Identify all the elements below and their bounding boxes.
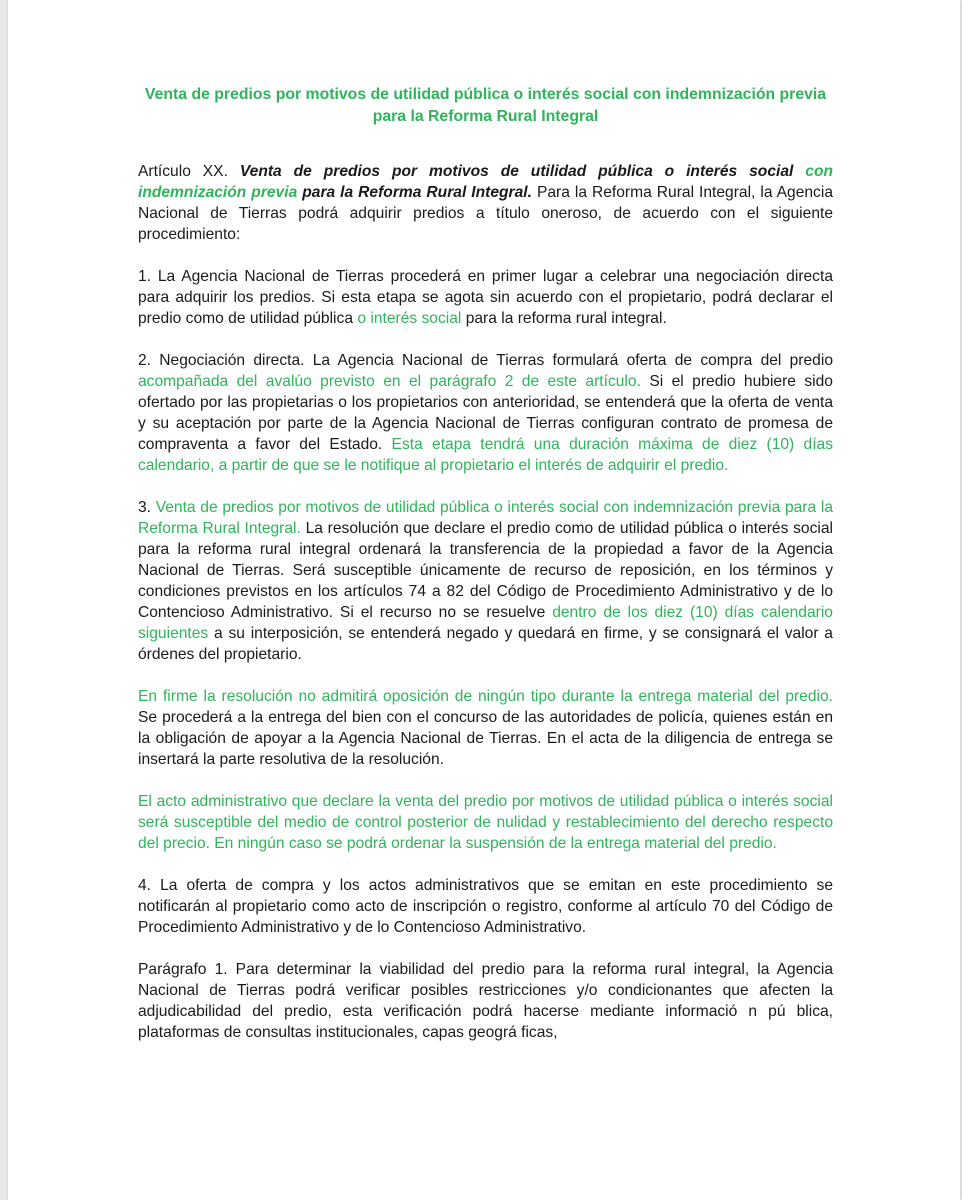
paragraph-3 bbox=[138, 497, 833, 665]
paragraph-1 bbox=[138, 266, 833, 329]
article-label: Artículo XX. bbox=[138, 163, 228, 180]
document-page bbox=[8, 0, 960, 1200]
paragraph-3-green-2: dentro de los diez (10) días calendario siguientes bbox=[138, 604, 833, 642]
document-title: Venta de predios por motivos de utilidad pública o interés social con indemnización previa para la Reforma Rural Integral bbox=[144, 86, 827, 125]
paragraph-6: 4. La oferta de compra y los actos administrativos que se emitan en este procedimiento se notificarán al propietario como acto de inscripción o registro, conforme al artículo 70 del Código de Procedimiento Administrativo y de lo Contencioso Administrativo. bbox=[138, 877, 833, 936]
paragraph-3-text: La resolución que declare el predio como de utilidad pública o interés social para la reforma rural integral ordenará la transferencia de la propiedad a favor de la Agencia Nacional de Tierras. Será susceptible únicamente de recurso de reposición, en los términos y condiciones previstos en los artículos 74 a 82 del Código de Procedimiento Administrativo y de lo Contencioso Administrativo. Si el recurso no se resuelve bbox=[138, 520, 833, 621]
paragraph-1-text: 1. La Agencia Nacional de Tierras procederá en primer lugar a celebrar una negociación directa para adquirir los predios. Si esta etapa se agota sin acuerdo con el propietario, podrá declarar el predio como de utilidad pública bbox=[138, 268, 833, 327]
paragraph-5-green: El acto administrativo que declare la venta del predio por motivos de utilidad pública o interés social será susceptible del medio de control posterior de nulidad y restablecimiento del derecho respecto del precio. En ningún caso se podrá ordenar la suspensión de la entrega material del predio. bbox=[138, 793, 833, 852]
article-intro-paragraph bbox=[138, 161, 833, 245]
paragraph-2 bbox=[138, 350, 833, 476]
paragraph-1-text-end: para la reforma rural integral. bbox=[465, 310, 667, 327]
paragraph-2-text-mid: Si el predio hubiere sido ofertado por las propietarias o los propietarios con anterioridad, se entenderá que la oferta de venta y su aceptación por parte de la Agencia Nacional de Tierras configuran contrato de promesa de compraventa a favor del Estado. bbox=[138, 373, 833, 453]
paragraph-1-green: o interés social bbox=[357, 310, 462, 327]
paragraph-4 bbox=[138, 686, 833, 770]
paragraph-3-green-1: Venta de predios por motivos de utilidad pública o interés social con indemnización previa para la Reforma Rural Integral. bbox=[138, 499, 833, 537]
paragraph-5 bbox=[138, 791, 833, 854]
paragraph-2-green-2: Esta etapa tendrá una duración máxima de diez (10) días calendario, a partir de que se le notifique al propietario el interés de adquirir el predio. bbox=[138, 436, 833, 474]
paragraph-3-number: 3. bbox=[138, 499, 152, 516]
document-body bbox=[138, 84, 833, 1064]
paragraph-4-text: Se procederá a la entrega del bien con el concurso de las autoridades de policía, quienes están en la obligación de apoyar a la Agencia Nacional de Tierras. En el acta de la diligencia de entrega se insertará la parte resolutiva de la resolución. bbox=[138, 709, 833, 768]
paragraph-2-text: 2. Negociación directa. La Agencia Nacional de Tierras formulará oferta de compra del predio bbox=[138, 352, 833, 369]
paragraph-2-green-1: acompañada del avalúo previsto en el parágrafo 2 de este artículo. bbox=[138, 373, 641, 390]
paragraph-3-text-end: a su interposición, se entenderá negado y quedará en firme, y se consignará el valor a órdenes del propietario. bbox=[138, 625, 833, 663]
article-heading: Venta de predios por motivos de utilidad pública o interés social bbox=[239, 163, 794, 180]
paragraph-7: Parágrafo 1. Para determinar la viabilidad del predio para la reforma rural integral, la Agencia Nacional de Tierras podrá verificar posibles restricciones y/o condicionantes que afecten la adjudicabilidad del predio, esta verificación podrá hacerse mediante informació n pú blica, plataformas de consultas institucionales, capas geográ ficas, bbox=[138, 961, 833, 1041]
article-heading-end: para la Reforma Rural Integral. bbox=[302, 184, 532, 201]
paragraph-4-green: En firme la resolución no admitirá oposición de ningún tipo durante la entrega material del predio. bbox=[138, 688, 833, 705]
article-intro-text: Para la Reforma Rural Integral, la Agencia Nacional de Tierras podrá adquirir predios a título oneroso, de acuerdo con el siguiente procedimiento: bbox=[138, 184, 833, 243]
article-heading-green: con indemnización previa bbox=[138, 163, 833, 201]
